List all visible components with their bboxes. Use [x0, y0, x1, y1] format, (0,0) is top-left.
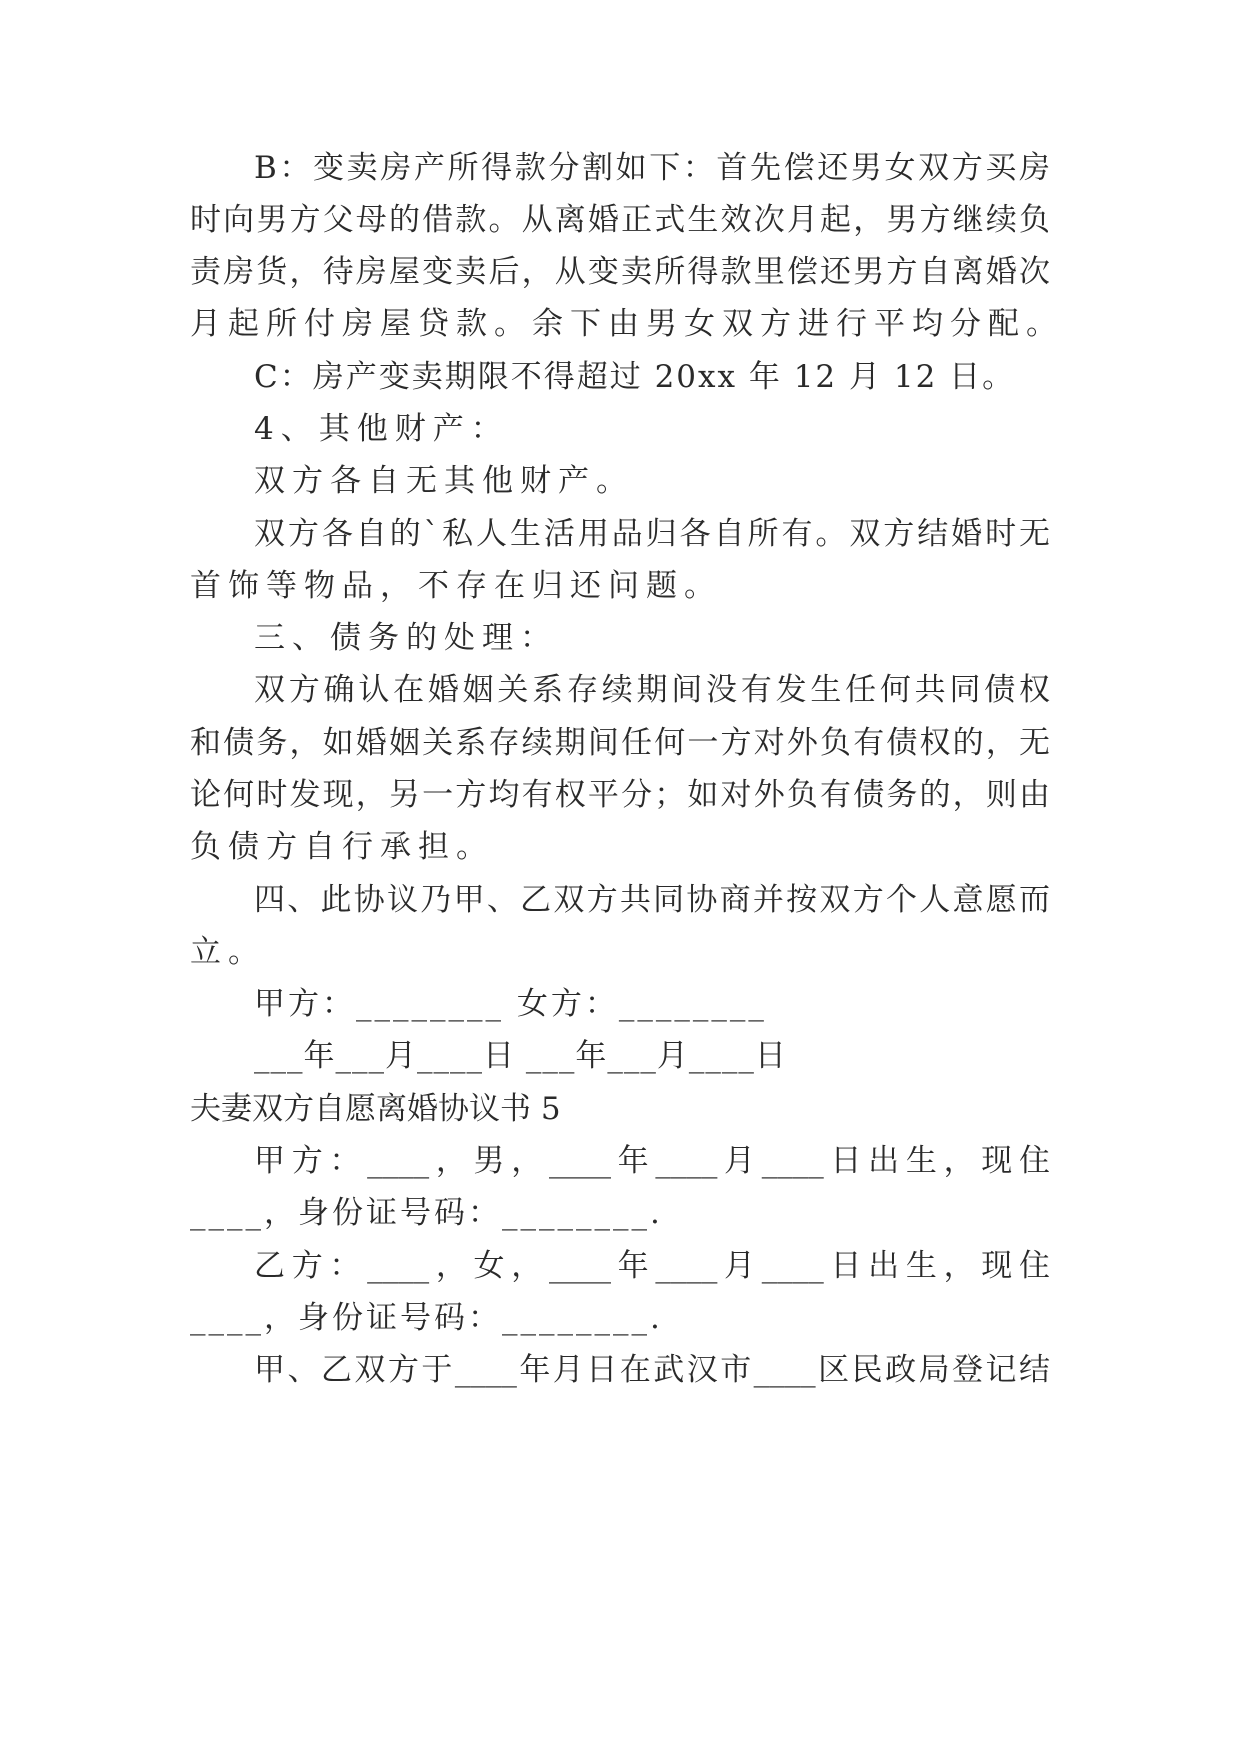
signature-line: 甲方：________ 女方：________ — [254, 986, 767, 1022]
paragraph-line: 立。 — [190, 934, 266, 970]
paragraph-line: 责房货，待房屋变卖后，从变卖所得款里偿还男方自离婚次 — [190, 254, 1050, 290]
paragraph-line: 四、此协议乃甲、乙双方共同协商并按双方个人意愿而 — [254, 882, 1050, 918]
party-b-id-line: ____，身份证号码：________. — [190, 1300, 663, 1336]
paragraph-line: 负债方自行承担。 — [190, 829, 494, 865]
paragraph-line: 论何时发现，另一方均有权平分；如对外负有债务的，则由 — [190, 777, 1050, 813]
paragraph-line: 时向男方父母的借款。从离婚正式生效次月起，男方继续负 — [190, 202, 1050, 238]
paragraph-line: 和债务，如婚姻关系存续期间任何一方对外负有债权的，无 — [190, 725, 1050, 761]
paragraph-line: 双方各自的`私人生活用品归各自所有。双方结婚时无 — [254, 516, 1050, 552]
paragraph-line: 甲、乙双方于____年月日在武汉市____区民政局登记结 — [254, 1352, 1050, 1388]
paragraph-line: 双方确认在婚姻关系存续期间没有发生任何共同债权 — [254, 672, 1050, 708]
document-title: 夫妻双方自愿离婚协议书 5 — [190, 1091, 561, 1127]
party-a-id-line: ____，身份证号码：________. — [190, 1195, 663, 1231]
party-a-line: 甲方：____，男，____年____月____日出生，现住 — [254, 1143, 1050, 1179]
party-b-line: 乙方：____，女，____年____月____日出生，现住 — [254, 1248, 1050, 1284]
paragraph-line: C：房产变卖期限不得超过 20xx 年 12 月 12 日。 — [254, 359, 1016, 395]
paragraph-line: B：变卖房产所得款分割如下：首先偿还男女双方买房 — [254, 150, 1050, 186]
date-line: ___年___月____日 ___年___月____日 — [254, 1038, 787, 1074]
section-heading: 4、其他财产： — [254, 411, 509, 447]
paragraph-line: 首饰等物品，不存在归还问题。 — [190, 568, 722, 604]
section-heading: 三、债务的处理： — [254, 620, 558, 656]
paragraph-line: 月起所付房屋贷款。余下由男女双方进行平均分配。 — [190, 306, 1064, 342]
paragraph-line: 双方各自无其他财产。 — [254, 463, 634, 499]
